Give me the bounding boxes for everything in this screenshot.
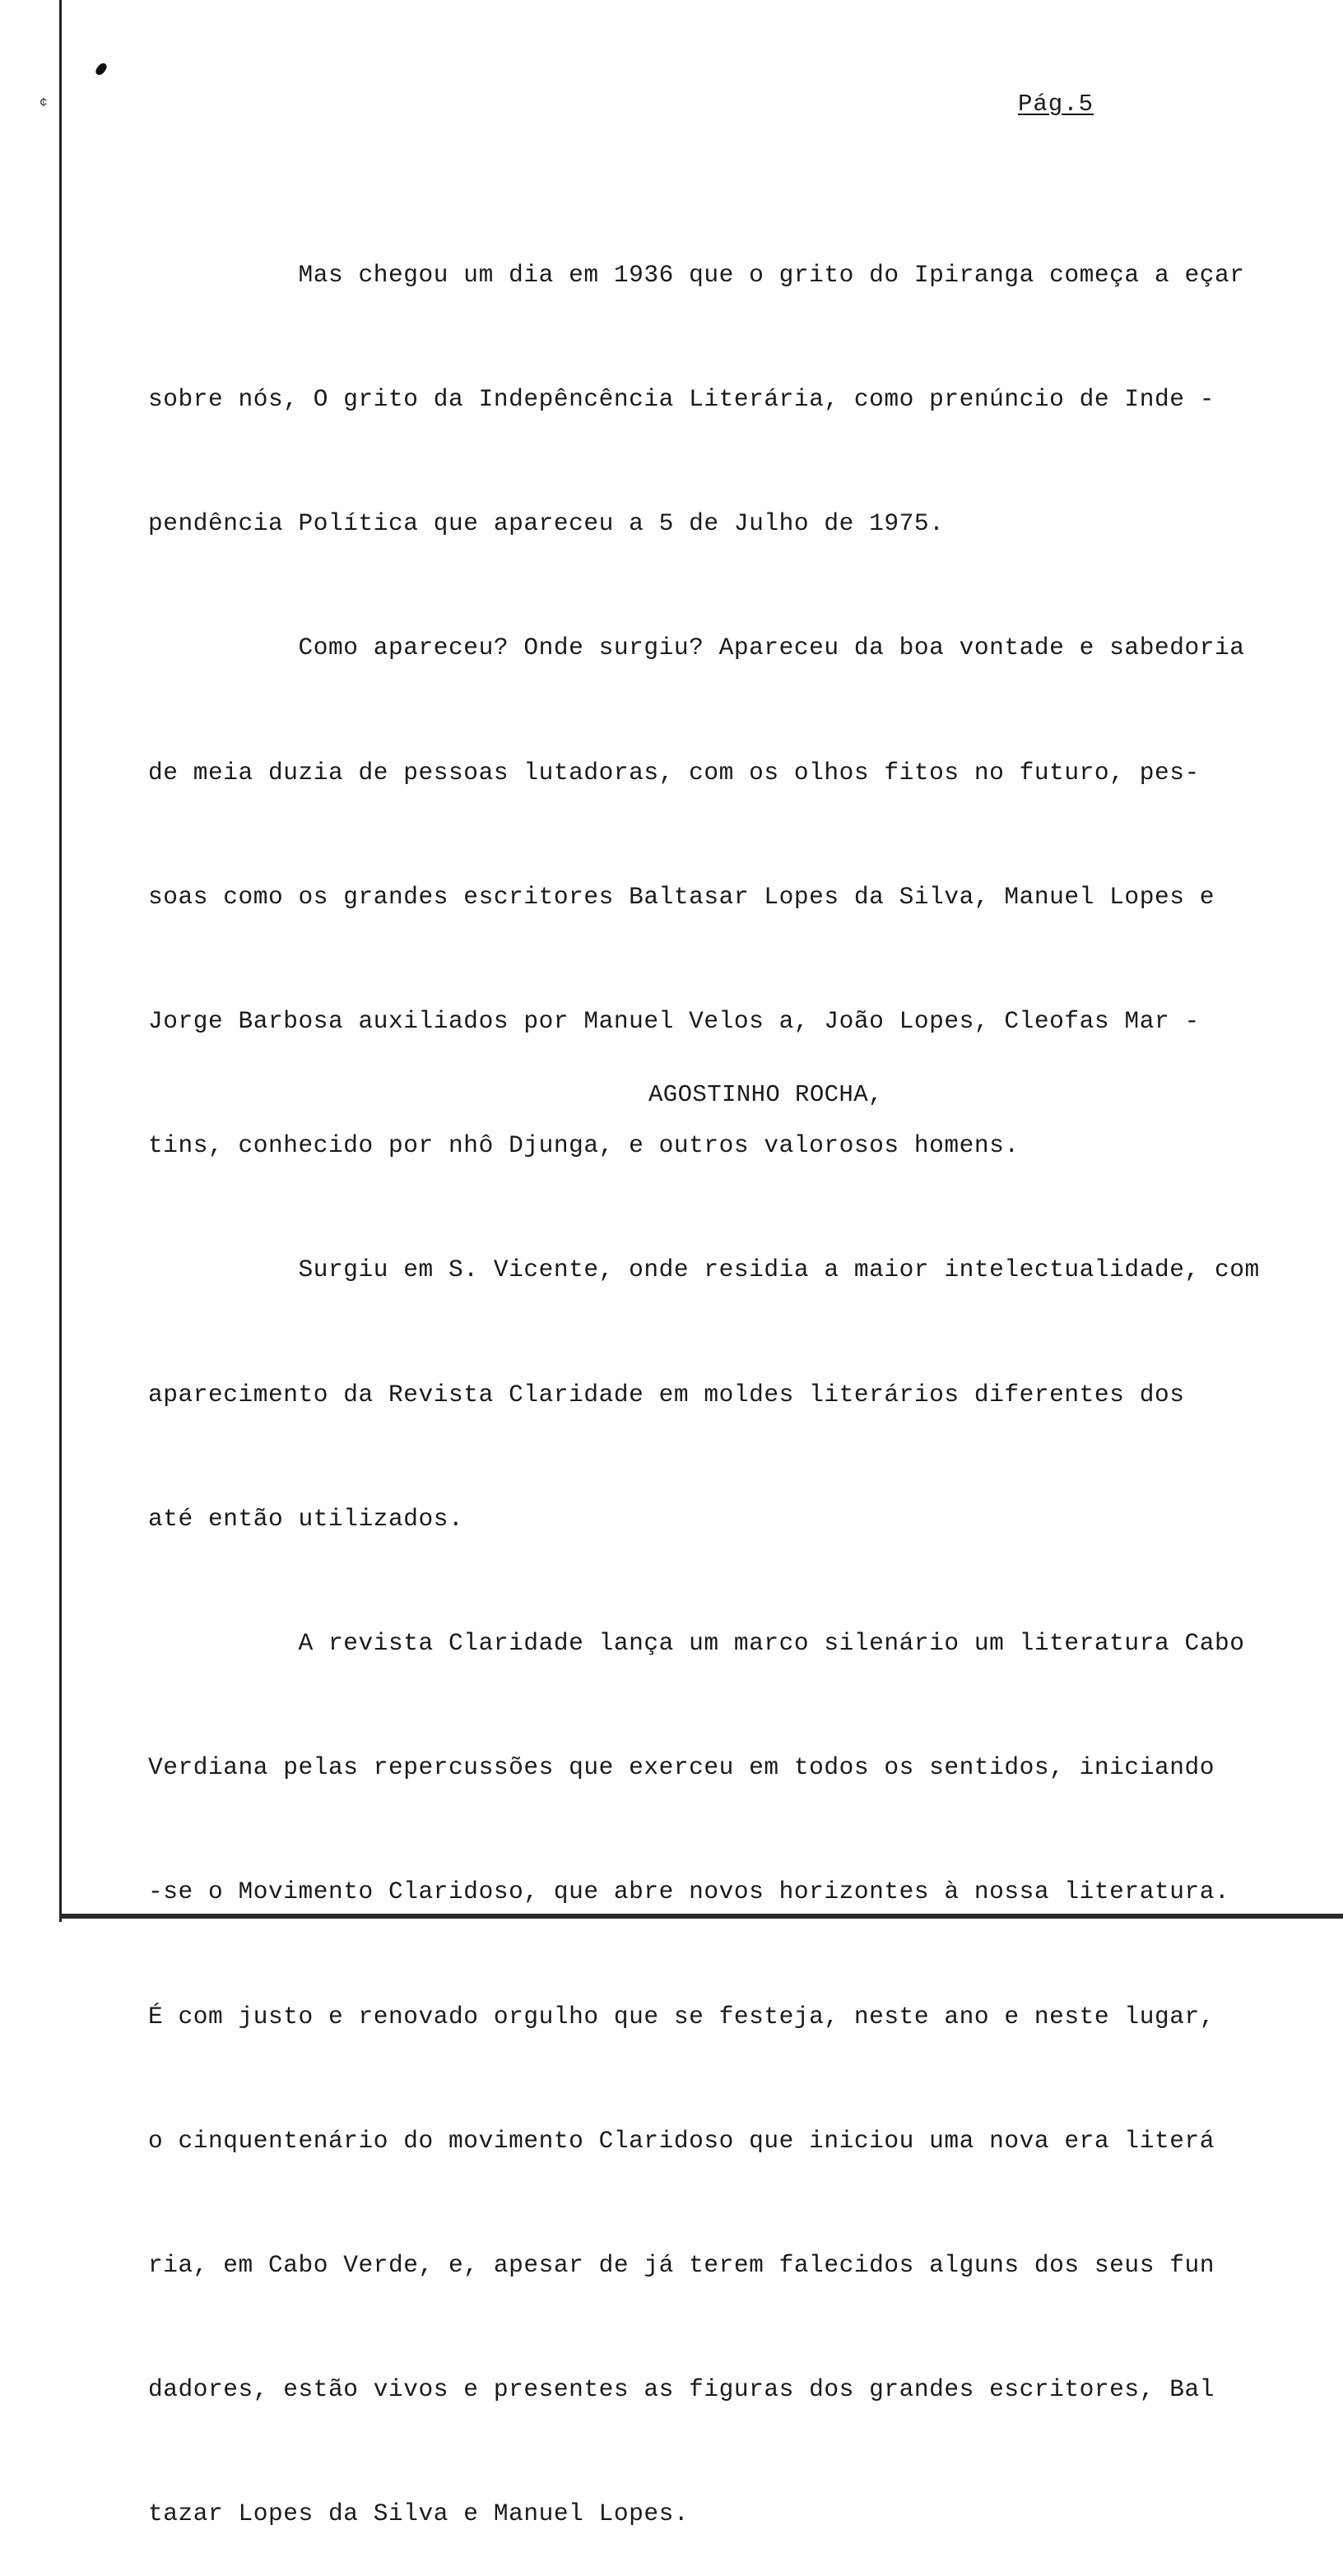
text-line: tazar Lopes da Silva e Manuel Lopes. <box>148 2499 690 2528</box>
text-line: tins, conhecido por nhô Djunga, e outros valorosos homens. <box>148 1131 1020 1160</box>
text-line: ria, em Cabo Verde, e, apesar de já terem falecidos alguns dos seus fun <box>148 2251 1215 2280</box>
text-line: até então utilizados. <box>148 1504 464 1533</box>
text-line: dadores, estão vivos e presentes as figuras dos grandes escritores, Bal <box>148 2375 1215 2404</box>
text-line: de meia duzia de pessoas lutadoras, com os olhos fitos no futuro, pes- <box>148 758 1200 787</box>
text-line: aparecimento da Revista Claridade em moldes literários diferentes dos <box>148 1380 1185 1409</box>
author-signature: AGOSTINHO ROCHA, <box>648 1081 883 1108</box>
text-line: Verdiana pelas repercussões que exerceu em todos os sentidos, iniciando <box>148 1753 1215 1782</box>
text-line: É com justo e renovado orgulho que se festeja, neste ano e neste lugar, <box>148 2002 1215 2031</box>
left-margin-rule <box>59 0 62 1922</box>
page-number: Pág.5 <box>1018 91 1094 118</box>
ink-blot-mark <box>94 62 108 77</box>
text-line: Mas chegou um dia em 1936 que o grito do Ipiranga começa a eçar <box>148 260 1245 289</box>
text-line: -se o Movimento Claridoso, que abre novos horizontes à nossa literatura. <box>148 1877 1230 1906</box>
text-line: sobre nós, O grito da Indepêncência Literária, como prenúncio de Inde - <box>148 385 1215 414</box>
text-line: Jorge Barbosa auxiliados por Manuel Velos a, João Lopes, Cleofas Mar - <box>148 1007 1200 1036</box>
text-line: Surgiu em S. Vicente, onde residia a maior intelectualidade, com <box>148 1256 1260 1284</box>
text-line: Como apareceu? Onde surgiu? Apareceu da boa vontade e sabedoria <box>148 634 1245 662</box>
margin-mark: ¢ <box>40 95 48 110</box>
text-line: soas como os grandes escritores Baltasar Lopes da Silva, Manuel Lopes e <box>148 882 1215 911</box>
text-line: o cinquentenário do movimento Claridoso que iniciou uma nova era literá <box>148 2126 1215 2155</box>
body-text <box>148 171 1327 2576</box>
text-line: A revista Claridade lança um marco silenário um literatura Cabo <box>148 1629 1245 1658</box>
text-line: pendência Política que apareceu a 5 de Julho de 1975. <box>148 509 945 538</box>
